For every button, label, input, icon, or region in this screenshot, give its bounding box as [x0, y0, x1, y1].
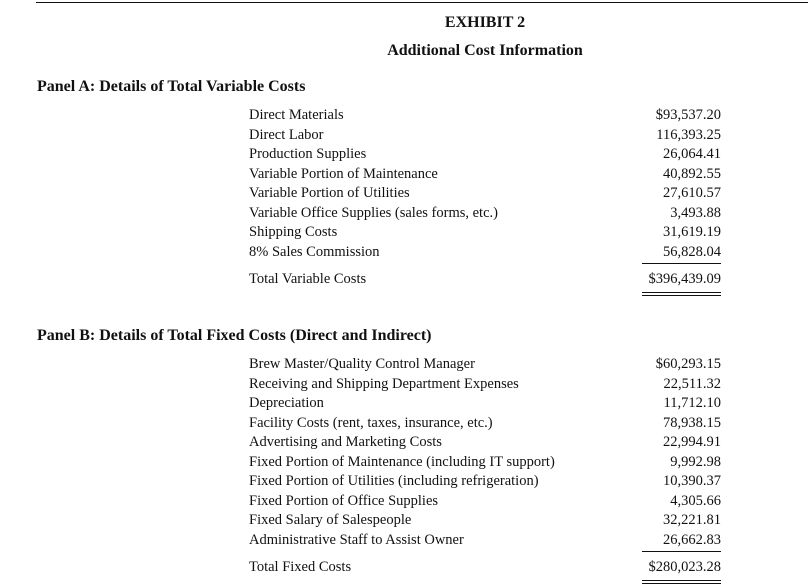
- panel-a-row: [249, 106, 721, 125]
- panel-a-row: [249, 243, 721, 262]
- cost-label: Variable Portion of Utilities: [249, 185, 410, 201]
- panel-b-row: [249, 433, 721, 452]
- total-double-rule-top: [642, 580, 721, 581]
- cost-amount: 40,892.55: [663, 165, 721, 182]
- total-amount: $396,439.09: [648, 271, 721, 287]
- cost-label: Production Supplies: [249, 146, 367, 162]
- total-label: Total Variable Costs: [249, 271, 367, 287]
- cost-label: Depreciation: [249, 395, 324, 411]
- panel-b-row: [249, 394, 721, 413]
- top-rule: [36, 2, 808, 3]
- cost-amount: 26,064.41: [663, 146, 721, 162]
- cost-label: Fixed Salary of Salespeople: [249, 512, 412, 528]
- cost-label: Shipping Costs: [249, 224, 338, 240]
- subtotal-rule: [642, 551, 721, 552]
- panel-b-row: [249, 531, 721, 550]
- cost-amount: 4,305.66: [670, 492, 721, 509]
- panel-a-row: [249, 223, 721, 242]
- panel-b-row: [249, 511, 721, 530]
- cost-label: Direct Materials: [249, 107, 344, 123]
- cost-amount: 78,938.15: [663, 414, 721, 431]
- panel-b-row: [249, 453, 721, 472]
- cost-amount: 27,610.57: [663, 185, 721, 201]
- cost-amount: 10,390.37: [663, 473, 721, 489]
- cost-label: Fixed Portion of Utilities (including refrigeration): [249, 473, 539, 489]
- total-label: Total Fixed Costs: [249, 559, 352, 575]
- cost-label: 8% Sales Commission: [249, 243, 380, 260]
- cost-amount: 116,393.25: [656, 126, 721, 143]
- cost-amount: 56,828.04: [663, 243, 721, 260]
- exhibit-subtitle: Additional Cost Information: [387, 42, 583, 59]
- cost-label: Fixed Portion of Maintenance (including IT support): [249, 453, 555, 470]
- panel-a-row: [249, 184, 721, 203]
- cost-label: Receiving and Shipping Department Expenses: [249, 375, 519, 392]
- panel-b-row: [249, 355, 721, 374]
- panel-b-title: Panel B: Details of Total Fixed Costs (Direct and Indirect): [37, 327, 432, 344]
- subtotal-rule: [642, 263, 721, 264]
- cost-label: Facility Costs (rent, taxes, insurance, etc.): [249, 414, 493, 431]
- panel-a-title: Panel A: Details of Total Variable Costs: [37, 78, 306, 95]
- panel-a-total-row: [249, 270, 721, 289]
- cost-amount: 9,992.98: [670, 453, 721, 470]
- exhibit-title: EXHIBIT 2: [444, 14, 526, 31]
- cost-amount: 3,493.88: [670, 204, 721, 221]
- panel-b-total-row: [249, 558, 721, 577]
- total-double-rule-bottom: [642, 583, 721, 584]
- cost-amount: $60,293.15: [655, 356, 721, 372]
- cost-label: Fixed Portion of Office Supplies: [249, 492, 439, 509]
- cost-amount: $93,537.20: [655, 107, 721, 123]
- cost-label: Variable Portion of Maintenance: [249, 165, 438, 182]
- panel-a-row: [249, 165, 721, 184]
- panel-b-row: [249, 492, 721, 511]
- panel-b-row: [249, 375, 721, 394]
- cost-label: Administrative Staff to Assist Owner: [249, 531, 464, 548]
- cost-label: Brew Master/Quality Control Manager: [249, 356, 475, 372]
- total-double-rule-top: [642, 292, 721, 293]
- cost-label: Direct Labor: [249, 126, 324, 143]
- cost-amount: 32,221.81: [663, 512, 721, 528]
- cost-amount: 22,511.32: [663, 375, 721, 392]
- panel-a-row: [249, 126, 721, 145]
- panel-a-row: [249, 204, 721, 223]
- panel-b-row: [249, 414, 721, 433]
- panel-b-row: [249, 472, 721, 491]
- cost-amount: 11,712.10: [663, 395, 721, 411]
- total-double-rule-bottom: [642, 295, 721, 296]
- cost-label: Variable Office Supplies (sales forms, etc.): [249, 204, 498, 221]
- total-amount: $280,023.28: [648, 559, 721, 575]
- cost-amount: 22,994.91: [663, 434, 721, 450]
- cost-label: Advertising and Marketing Costs: [249, 434, 442, 450]
- cost-amount: 31,619.19: [663, 224, 721, 240]
- cost-amount: 26,662.83: [663, 531, 721, 548]
- panel-a-row: [249, 145, 721, 164]
